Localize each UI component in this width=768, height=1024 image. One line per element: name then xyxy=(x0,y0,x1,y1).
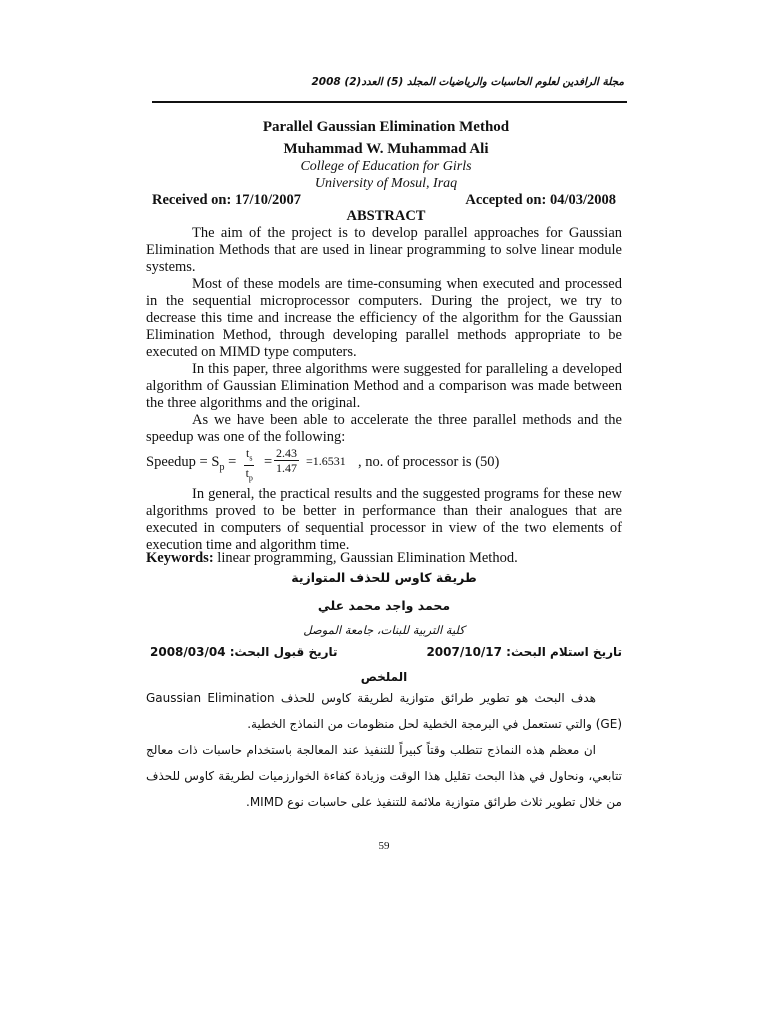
arabic-received-date: تاريخ استلام البحث: 2007/10/17 xyxy=(426,645,622,659)
abstract-paragraph: As we have been able to accelerate the three parallel methods and the speedup was one of the following: xyxy=(146,412,622,445)
keywords-text: linear programming, Gaussian Elimination Method. xyxy=(213,550,518,566)
equals-sign: = xyxy=(264,454,273,470)
author-name: Muhammad W. Muhammad Ali xyxy=(283,141,489,157)
keywords xyxy=(146,550,626,567)
arabic-paragraph: هدف البحث هو تطوير طرائق متوازية لطريقة كاوس للحذف Gaussian Elimination (GE) والتي تستعمل في البرمجة الخطية لحل منظومات من النماذج الخطية. xyxy=(146,691,622,731)
paper-title: Parallel Gaussian Elimination Method xyxy=(262,119,510,135)
abstract-paragraph: Most of these models are time-consuming when executed and processed in the sequential microprocessor computers. During the project, we try to decrease this time and increase the efficiency of the algorithm for the Gaussian Elimination Method, through developing parallel methods appropriate to be executed on MIMD type computers. xyxy=(146,276,622,360)
abstract-conclusion: In general, the practical results and the suggested programs for these new algorithms proved to be better in performance than their analogues that are executed in computers of sequential processor in view of the two elements of execution time and algorithm time. xyxy=(146,486,622,553)
ts-over-tp-fraction: $\frac{t_s}{t_p}$ xyxy=(245,446,253,483)
arabic-affiliation: كلية التربية للبنات، جامعة الموصل xyxy=(303,623,465,637)
university: University of Mosul, Iraq xyxy=(314,176,458,191)
journal-header: مجلة الرافدين لعلوم الحاسبات والرياضيات المجلد (5) العدد(2) 2008 xyxy=(311,76,624,88)
abstract-heading: ABSTRACT xyxy=(346,208,426,224)
arabic-accepted-date: تاريخ قبول البحث: 2008/03/04 xyxy=(150,645,338,659)
arabic-title: طريقة كاوس للحذف المتوازية xyxy=(291,570,477,585)
arabic-summary-heading: الملخص xyxy=(360,670,408,684)
speedup-result: =1.6531 xyxy=(306,454,346,468)
page-number: 59 xyxy=(378,840,390,852)
value-fraction: $\frac{2.43}{1.47}$ xyxy=(276,446,297,475)
abstract-paragraph: In this paper, three algorithms were suggested for paralleling a developed algorithm of Gaussian Elimination Method and a comparison was made between the three algorithms and the original. xyxy=(146,361,622,411)
keywords-label: Keywords: xyxy=(146,550,214,566)
speedup-label: Speedup = $S_p$ = xyxy=(146,454,237,473)
header-rule xyxy=(152,101,627,103)
arabic-paragraph: ان معظم هذه النماذج تتطلب وقتاً كبيراً للتنفيذ عند المعالجة باستخدام حاسبات ذات معالج تتابعي، ونحاول في هذا البحث تقليل هذا الوقت وزيادة كفاءة الخوارزميات لطريقة كاوس للحذف من خلال تطوير ثلاث طرائق متوازية ملائمة للتنفيذ على حاسبات نوع MIMD. xyxy=(146,743,622,809)
affiliation: College of Education for Girls xyxy=(300,159,472,174)
speedup-formula xyxy=(146,446,626,483)
abstract-paragraph: The aim of the project is to develop parallel approaches for Gaussian Elimination Methods that are used in linear programming to solve linear module systems. xyxy=(146,225,622,275)
submission-dates xyxy=(152,192,616,209)
received-date: Received on: 17/10/2007 xyxy=(152,192,302,208)
accepted-date: Accepted on: 04/03/2008 xyxy=(465,192,616,208)
arabic-author: محمد واجد محمد علي xyxy=(317,598,451,613)
processor-note: , no. of processor is (50) xyxy=(358,454,500,470)
